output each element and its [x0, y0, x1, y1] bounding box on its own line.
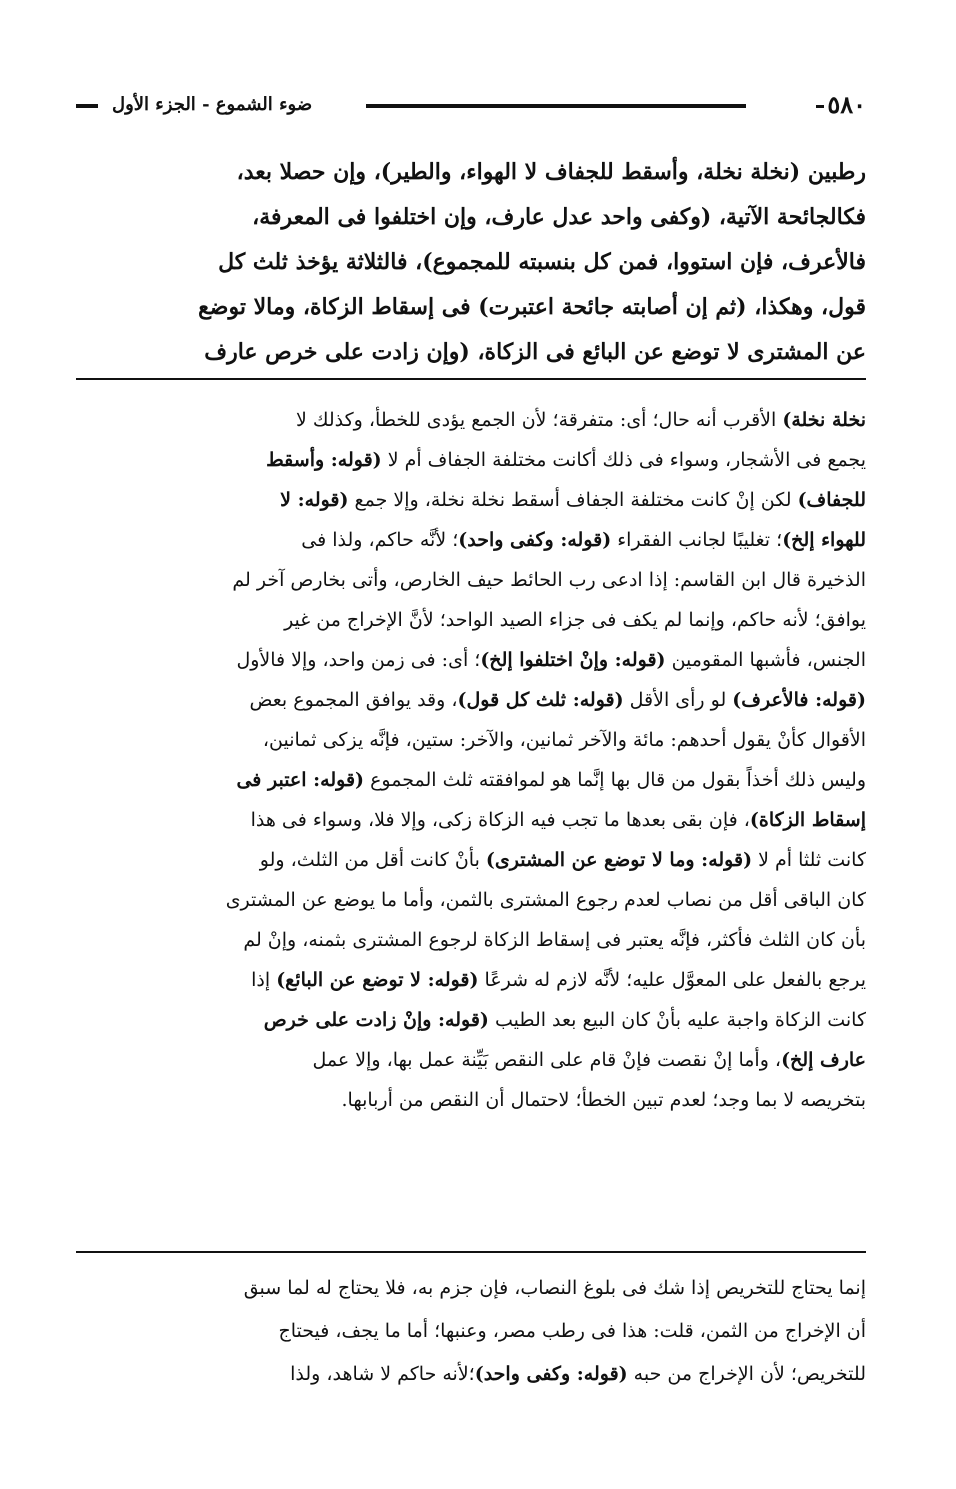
commentary-line — [76, 840, 866, 880]
text-segment: لو رأى الأقل — [623, 689, 733, 711]
commentary-line — [76, 480, 866, 520]
footnote-line — [76, 1310, 866, 1353]
commentary-line — [76, 760, 866, 800]
running-header — [76, 90, 866, 120]
text-segment: أن الإخراج من الثمن، قلت: هذا فى رطب مصر، وعنبها؛ أما ما يجف، فيحتاج — [278, 1320, 866, 1342]
text-segment: ، فإن بقى بعدها ما تجب فيه الزكاة زكى، وإلا فلا، وسواء فى هذا — [250, 809, 750, 831]
commentary-line — [76, 520, 866, 560]
text-segment: إذا — [251, 969, 277, 991]
bold-quote-segment: (قوله: وما لا توضع عن المشترى) — [485, 849, 753, 871]
commentary-line — [76, 640, 866, 680]
footnote — [76, 1267, 866, 1396]
commentary-line — [76, 920, 866, 960]
commentary-line — [76, 720, 866, 760]
commentary-line — [76, 1040, 866, 1080]
header-rule-middle — [366, 104, 746, 108]
book-page — [76, 60, 866, 1460]
bold-quote-segment: (قوله: فالأعرف) — [732, 689, 866, 711]
commentary-line — [76, 440, 866, 480]
main-text-line: فكالجائحة الآتية، (وكفى واحد عدل عارف، وإن اختلفوا فى المعرفة، — [252, 204, 866, 230]
text-segment: كانت الزكاة واجبة عليه بأنْ كان البيع بعد الطيب — [488, 1009, 866, 1031]
commentary-line — [76, 560, 866, 600]
text-segment: كان الباقى أقل من نصاب لعدم رجوع المشترى بالثمن، وأما ما يوضع عن المشترى — [225, 889, 866, 911]
commentary-line — [76, 1000, 866, 1040]
text-segment: ، وأما إنْ نقصت فإنْ قام على النقص بَيِّنة عمل بها، وإلا عمل — [312, 1049, 782, 1071]
text-segment: إنما يحتاج للتخريص إذا شك فى بلوغ النصاب، فإن جزم به، فلا يحتاج له لما سبق — [243, 1277, 866, 1299]
bold-quote-segment: (قوله: اعتبر فى — [236, 769, 365, 791]
main-text-line: رطبين (نخلة نخلة، وأسقط للجفاف لا الهواء، والطير)، وإن حصلا بعد، — [236, 159, 866, 185]
text-segment: بتخريصه لا بما وجد؛ لعدم تبين الخطأ؛ لاحتمال أن النقص من أربابها. — [341, 1089, 866, 1111]
bold-quote-segment: (قوله: وإنْ زادت على خرص — [263, 1009, 489, 1031]
bold-quote-segment: للجفاف) — [797, 489, 866, 511]
footnote-separator-rule — [76, 1251, 866, 1253]
book-title: ضوء الشموع - الجزء الأول — [112, 94, 313, 115]
text-segment: يوافق؛ لأنه حاكم، وإنما لم يكف فى جزاء الصيد الواحد؛ لأنَّ الإخراج من غير — [284, 609, 866, 631]
text-segment: الذخيرة قال ابن القاسم: إذا ادعى رب الحائط حيف الخارص، وأتى بخارص آخر لم — [232, 569, 866, 591]
commentary-line — [76, 960, 866, 1000]
text-segment: الأقرب أنه حال؛ أى: متفرقة؛ لأن الجمع يؤدى للخطأ، وكذلك لا — [295, 409, 783, 431]
bold-quote-segment: (قوله: وكفى واحد) — [474, 1363, 628, 1385]
text-segment: الجنس، فأشبها المقومين — [665, 649, 866, 671]
text-segment: كانت ثلثا أم لا — [752, 849, 866, 871]
commentary-line — [76, 400, 866, 440]
commentary-line — [76, 1080, 866, 1120]
text-segment: لكن إنْ كانت مختلفة الجفاف أسقط نخلة نخلة، وإلا جمع — [348, 489, 798, 511]
bold-quote-segment: للهواء إلخ) — [782, 529, 866, 551]
main-text-line: فالأعرف، فإن استووا، فمن كل بنسبته للمجموع)، فالثلاثة يؤخذ ثلث كل — [218, 249, 866, 275]
bold-quote-segment: إسقاط الزكاة) — [749, 809, 866, 831]
text-segment: يرجع بالفعل على المعوَّل عليه؛ لأنَّه لازم له شرعًا — [478, 969, 866, 991]
text-segment: ؛لأنه حاكم لا شاهد، ولذا — [290, 1363, 475, 1385]
header-rule-right — [816, 105, 824, 108]
bold-quote-segment: عارف إلخ) — [781, 1049, 866, 1071]
commentary-line — [76, 680, 866, 720]
text-segment: للتخريص؛ لأن الإخراج من حبه — [627, 1363, 866, 1385]
header-rule-left — [76, 104, 98, 108]
text-segment: الأقوال كأنْ يقول أحدهم: مائة والآخر ثمانين، والآخر: ستين، فإنَّه يزكى ثمانين، — [262, 729, 866, 751]
commentary-line — [76, 800, 866, 840]
main-text-line: قول، وهكذا، (ثم إن أصابته جائحة اعتبرت) فى إسقاط الزكاة، ومالا توضع — [198, 294, 866, 320]
footnote-line — [76, 1267, 866, 1310]
text-segment: ؛ أى: فى زمن واحد، وإلا فالأول — [236, 649, 481, 671]
bold-quote-segment: (قوله: وأسقط — [266, 449, 382, 471]
commentary — [76, 400, 866, 1120]
main-text-line: عن المشترى لا توضع عن البائع فى الزكاة، (وإن زادت على خرص عارف — [204, 339, 866, 365]
bold-quote-segment: (قوله: لا توضع عن البائع) — [276, 969, 479, 991]
bold-quote-segment: (قوله: وكفى واحد) — [458, 529, 612, 551]
bold-quote-segment: (قوله: ثلث كل قول) — [457, 689, 624, 711]
text-segment: بأنْ كانت أقل من الثلث، ولو — [259, 849, 486, 871]
text-segment: بأن كان الثلث فأكثر، فإنَّه يعتبر فى إسقاط الزكاة لرجوع المشترى بثمنه، وإنْ لم — [243, 929, 866, 951]
bold-quote-segment: (قوله: لا — [280, 489, 349, 511]
main-text — [76, 150, 866, 375]
text-segment: يجمع فى الأشجار، وسواء فى ذلك أكانت مختلفة الجفاف أم لا — [381, 449, 866, 471]
bold-quote-segment: (قوله: وإنْ اختلفوا إلخ) — [480, 649, 666, 671]
main-separator-rule — [76, 378, 866, 380]
text-segment: ، وقد يوافق المجموع بعض — [249, 689, 458, 711]
commentary-line — [76, 600, 866, 640]
footnote-line — [76, 1353, 866, 1396]
text-segment: ؛ تغليبًا لجانب الفقراء — [611, 529, 783, 551]
bold-quote-segment: نخلة نخلة) — [782, 409, 866, 431]
text-segment: ؛ لأنَّه حاكم، ولذا فى — [301, 529, 459, 551]
text-segment: وليس ذلك أخذاً بقول من قال بها إنَّما هو لموافقته ثلث المجموع — [364, 769, 866, 791]
commentary-line — [76, 880, 866, 920]
page-number: ٥٨٠ — [827, 90, 866, 119]
